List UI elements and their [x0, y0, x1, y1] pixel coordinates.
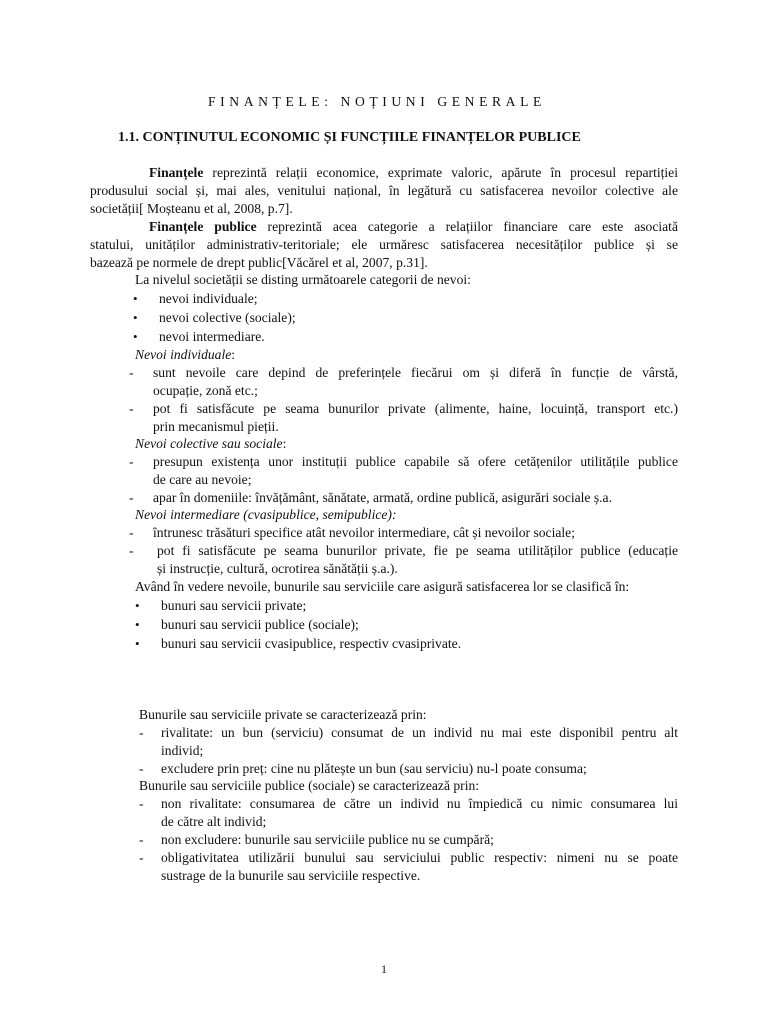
goods-list-item: bunuri sau servicii cvasipublice, respectiv cvasiprivate. [161, 636, 462, 651]
dash-marker: - [129, 454, 134, 469]
bullet-icon: • [135, 617, 140, 632]
goods-list-item: bunuri sau servicii private; [161, 598, 307, 613]
individual-needs-item-cont: prin mecanismul pieții. [153, 419, 279, 434]
dash-marker: - [129, 365, 134, 380]
document-title: FINANȚELE: NOȚIUNI GENERALE [208, 94, 546, 109]
dash-marker: - [129, 543, 134, 558]
public-goods-item: obligativitatea utilizării bunului sau serviciului public respectiv: nimeni nu se poate [161, 850, 678, 865]
paragraph-finante-line3: societății[ Moșteanu et al, 2008, p.7]. [90, 201, 293, 216]
needs-list-item: nevoi intermediare. [159, 329, 265, 344]
intermediate-needs-item-cont: și instrucție, cultură, ocrotirea sănătății ș.a.). [157, 561, 398, 576]
bullet-icon: • [133, 310, 138, 325]
section-heading: 1.1. CONȚINUTUL ECONOMIC ȘI FUNCȚIILE FINANȚELOR PUBLICE [118, 130, 581, 145]
needs-intro: La nivelul societății se disting următoarele categorii de nevoi: [135, 272, 471, 287]
public-goods-item-cont: sustrage de la bunurile sau serviciile respective. [161, 868, 421, 883]
intermediate-needs-item: pot fi satisfăcute pe seama bunurilor private, fie pe seama utilităților publice (educație [157, 543, 678, 558]
individual-needs-item-cont: ocupație, zonă etc.; [153, 383, 258, 398]
public-goods-item-cont: de către alt individ; [161, 814, 267, 829]
paragraph-finante-line1: Finanțele reprezintă relații economice, exprimate valoric, apărute în procesul repartiției [149, 165, 678, 180]
paragraph-finante-publice-line1: Finanțele publice reprezintă acea categorie a relațiilor financiare care este asociată [149, 219, 678, 234]
term-finantele-publice: Finanțele publice [149, 219, 257, 234]
paragraph-finante-publice-line2: statului, unităților administrativ-teritoriale; ele urmăresc satisfacerea necesităților publice și se [90, 237, 678, 252]
public-goods-intro: Bunurile sau serviciile publice (sociale) se caracterizează prin: [139, 778, 480, 793]
dash-marker: - [139, 761, 144, 776]
dash-marker: - [139, 725, 144, 740]
goods-intro: Având în vedere nevoile, bunurile sau serviciile care asigură satisfacerea lor se clasifică în: [135, 579, 630, 594]
public-goods-item: non excludere: bunurile sau serviciile publice nu se cumpără; [161, 832, 494, 847]
needs-list-item: nevoi colective (sociale); [159, 310, 296, 325]
needs-list-item: nevoi individuale; [159, 291, 258, 306]
dash-marker: - [129, 525, 134, 540]
individual-needs-item: pot fi satisfăcute pe seama bunurilor private (alimente, haine, locuință, transport etc.) [153, 401, 678, 416]
bullet-icon: • [133, 329, 138, 344]
public-goods-item: non rivalitate: consumarea de către un individ nu împiedică cu nimic consumarea lui [161, 796, 678, 811]
individual-needs-item: sunt nevoile care depind de preferințele fiecărui om și diferă în funcție de vârstă, [153, 365, 678, 380]
private-goods-item-cont: individ; [161, 743, 204, 758]
bullet-icon: • [135, 598, 140, 613]
page-number: 1 [381, 962, 387, 976]
private-goods-item: rivalitate: un bun (serviciu) consumat de un individ nu mai este disponibil pentru alt [161, 725, 678, 740]
intermediate-needs-heading: Nevoi intermediare (cvasipublice, semipublice): [135, 507, 397, 522]
bullet-icon: • [135, 636, 140, 651]
dash-marker: - [129, 490, 134, 505]
goods-list-item: bunuri sau servicii publice (sociale); [161, 617, 359, 632]
collective-needs-item-cont: de care au nevoie; [153, 472, 252, 487]
dash-marker: - [139, 850, 144, 865]
dash-marker: - [139, 796, 144, 811]
private-goods-item: excludere prin preț: cine nu plătește un bun (sau serviciu) nu-l poate consuma; [161, 761, 587, 776]
paragraph-finante-line2: produsului social și, mai ales, venitului național, în legătură cu satisfacerea nevoilor colective ale [90, 183, 678, 198]
individual-needs-heading: Nevoi individuale: [135, 347, 236, 362]
dash-marker: - [129, 401, 134, 416]
private-goods-intro: Bunurile sau serviciile private se caracterizează prin: [139, 707, 427, 722]
intermediate-needs-item: întrunesc trăsături specifice atât nevoilor intermediare, cât și nevoilor sociale; [153, 525, 575, 540]
dash-marker: - [139, 832, 144, 847]
bullet-icon: • [133, 291, 138, 306]
paragraph-finante-publice-line3: bazează pe normele de drept public[Văcărel et al, 2007, p.31]. [90, 255, 428, 270]
term-finantele: Finanțele [149, 165, 204, 180]
collective-needs-item: presupun existența unor instituții publice capabile să ofere cetățenilor utilitățile publice [153, 454, 678, 469]
collective-needs-heading: Nevoi colective sau sociale: [135, 436, 287, 451]
collective-needs-item: apar în domeniile: învățământ, sănătate, armată, ordine publică, asigurări sociale ș.a. [153, 490, 612, 505]
